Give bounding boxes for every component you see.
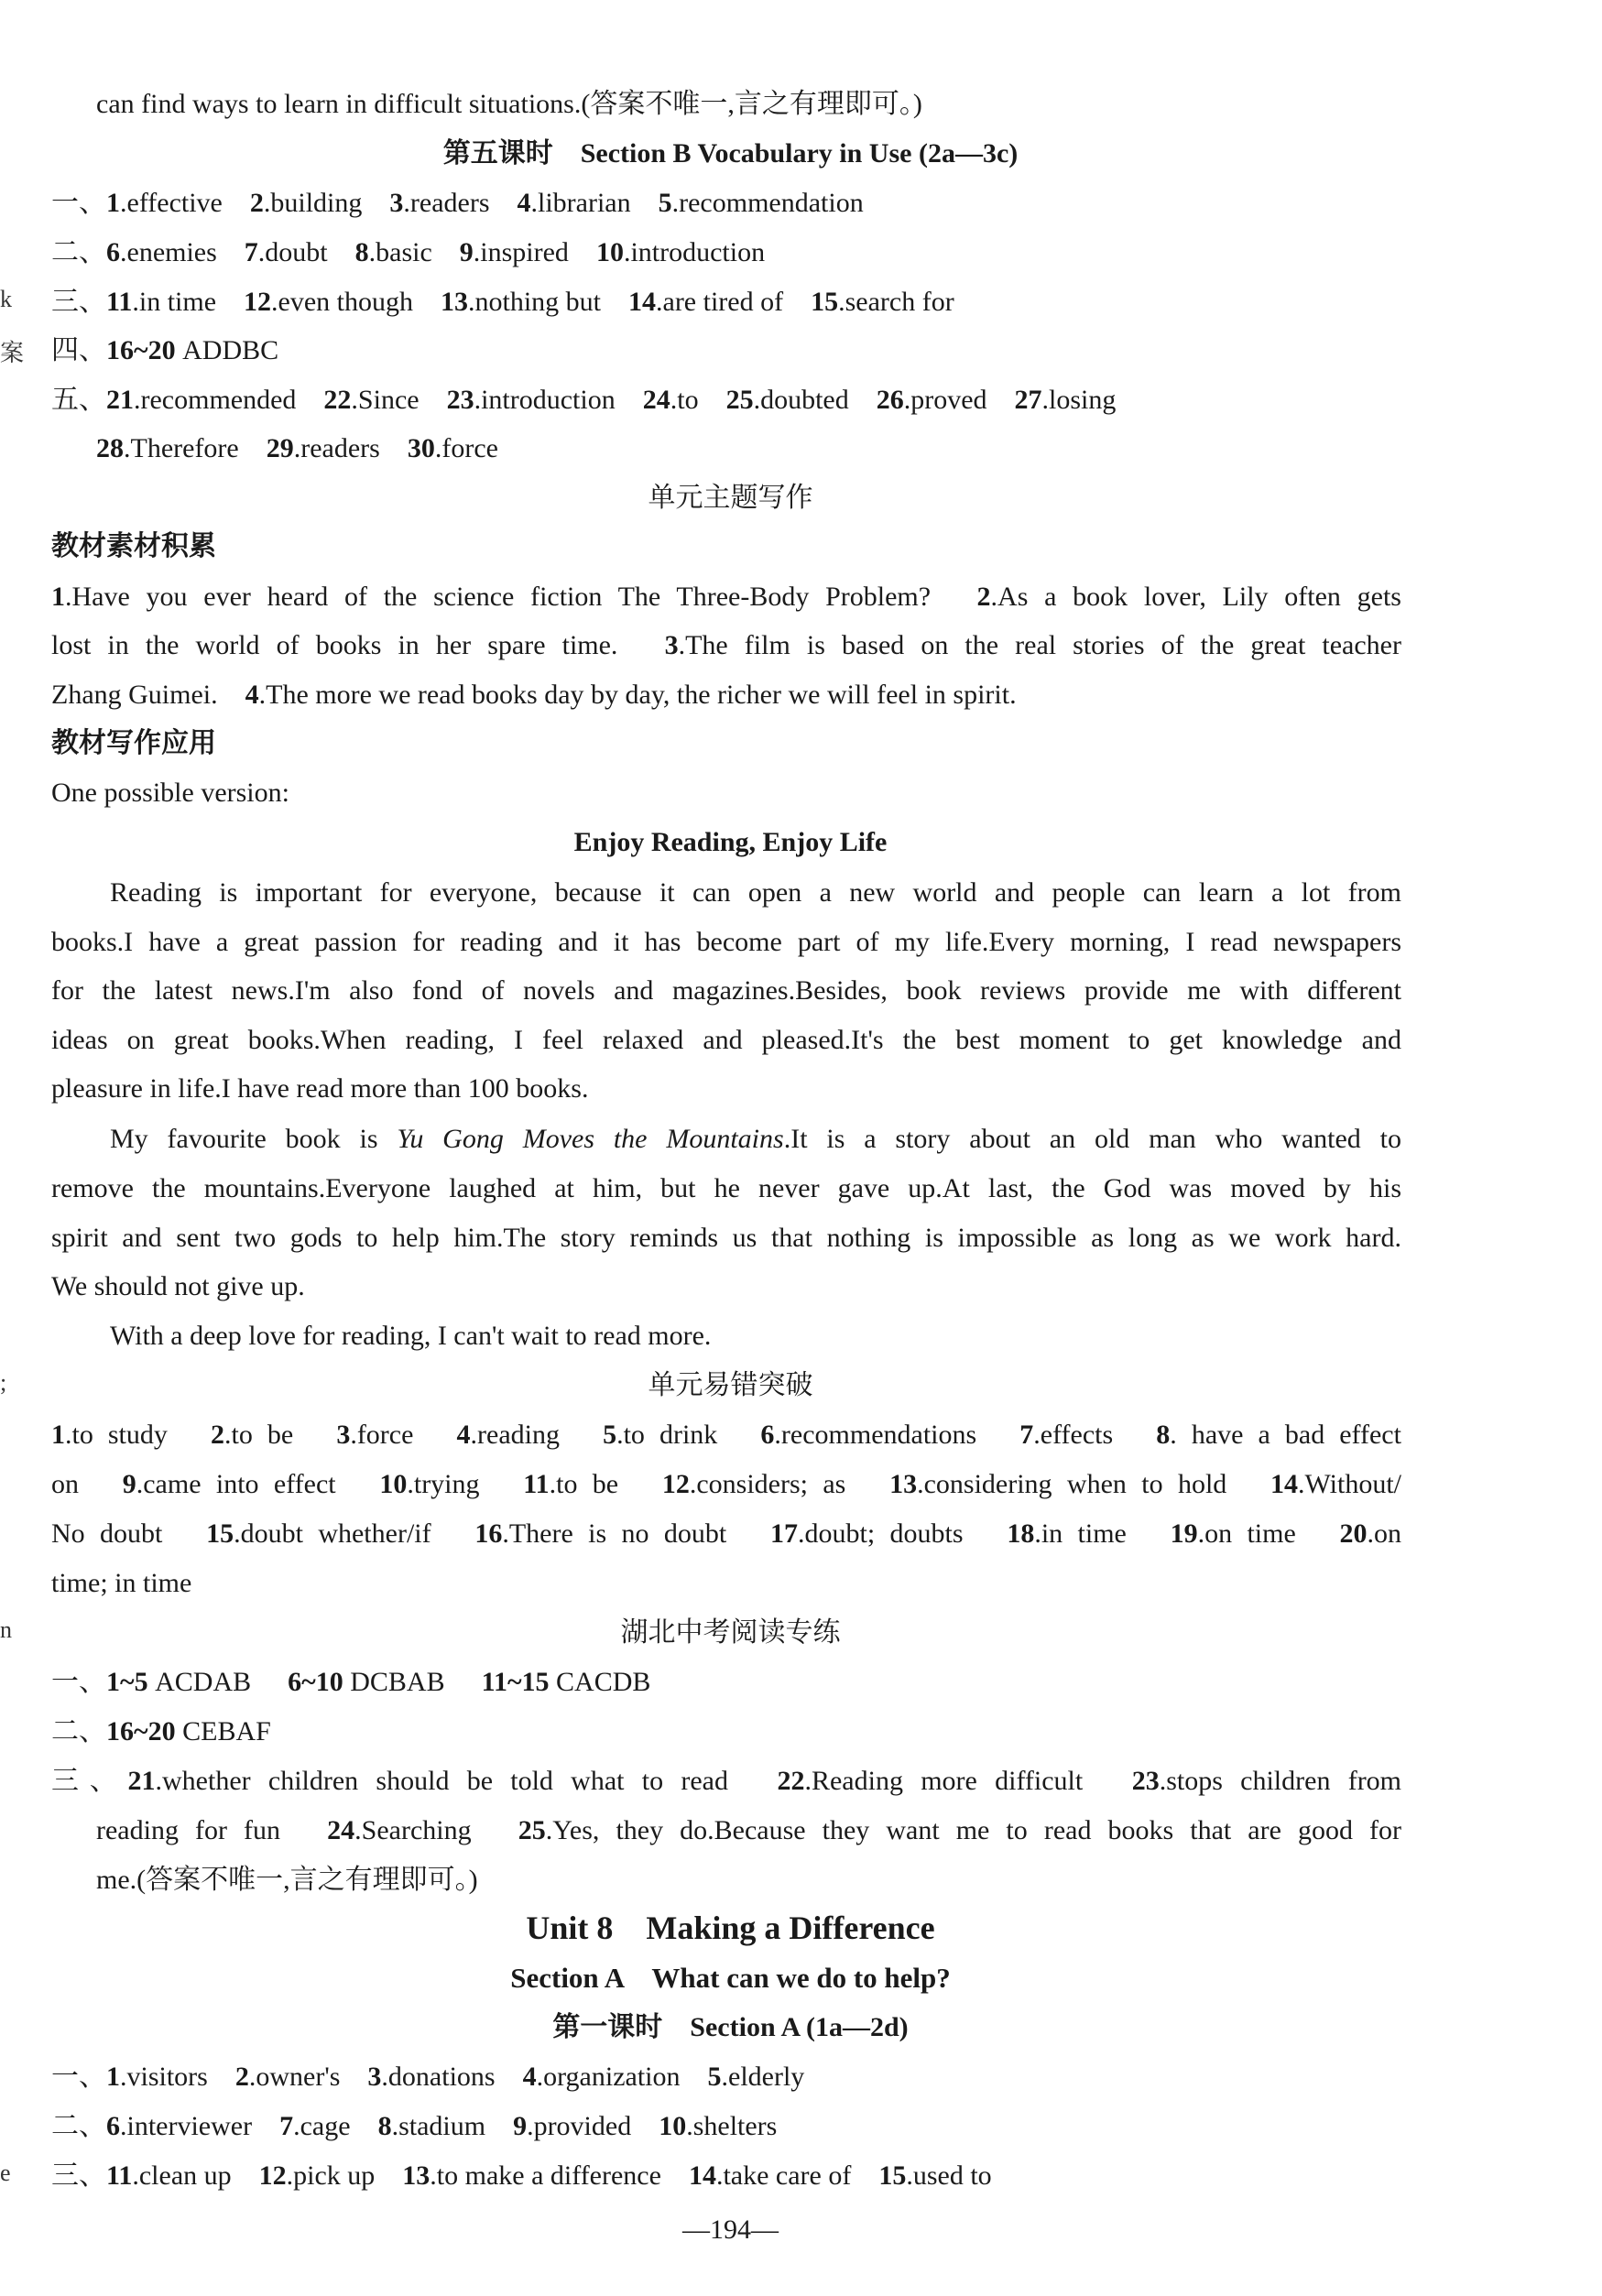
answer-item: 10.introduction — [595, 237, 766, 267]
reading-row-3: 三、21.whether children should be told what to read 22.Reading more difficult 23.stops children from — [51, 1766, 1402, 1796]
answer-row-3 — [51, 284, 954, 321]
answer-item: 10.shelters — [659, 2111, 778, 2141]
edge-mark: n — [0, 1616, 12, 1643]
lesson-heading: 第一课时 Section A (1a—2d) — [552, 2012, 909, 2042]
edge-mark: 案 — [0, 340, 25, 366]
answer-item: 9.provided — [513, 2111, 632, 2141]
answer-item: 7.doubt — [244, 237, 328, 267]
edge-mark: k — [0, 286, 12, 312]
answer-item: 14.are tired of — [628, 287, 784, 317]
essay-line: Reading is important for everyone, because it can open a new world and people can learn a lot from — [110, 877, 1401, 908]
answer-item: 2.building — [249, 188, 363, 218]
answer-item: 15.used to — [878, 2160, 992, 2191]
answer-item: 15.search for — [811, 287, 954, 317]
materials-line-1: 1.Have you ever heard of the science fiction The Three-Body Problem? 2.As a book lover, Lily often gets — [51, 582, 1401, 612]
essay-line: remove the mountains.Everyone laughed at him, but he never gave up.At last, the God was moved by his — [51, 1173, 1401, 1203]
answer-item: 二、6.interviewer — [51, 2111, 253, 2141]
answer-item: 13.to make a difference — [402, 2160, 661, 2191]
answer-item: 3.donations — [367, 2062, 496, 2092]
answer-item: 三、11.in time — [51, 287, 217, 317]
answer-row-1 — [51, 2059, 804, 2095]
subheading-writing: 教材写作应用 — [51, 727, 216, 759]
answer-item: 25.doubted — [725, 385, 849, 415]
lesson-heading: 第五课时 Section B Vocabulary in Use (2a—3c) — [442, 138, 1019, 169]
reading-row-1 — [51, 1664, 650, 1701]
answer-item: 26.proved — [876, 385, 987, 415]
answer-item: 9.inspired — [459, 237, 569, 267]
answer-item: 8.stadium — [377, 2111, 486, 2141]
answer-item: 29.readers — [266, 433, 380, 463]
answer-row-1 — [51, 185, 864, 222]
section-title: Section A What can we do to help? — [510, 1962, 951, 1994]
essay-line: We should not give up. — [51, 1271, 305, 1301]
answer-item: 6~10 DCBAB — [288, 1667, 445, 1697]
essay-line: ideas on great books.When reading, I feel relaxed and pleased.It's the best moment to get knowledge and — [51, 1025, 1401, 1055]
answer-item: 3.readers — [389, 188, 490, 218]
book-title: Yu Gong Moves the Mountains — [397, 1124, 784, 1154]
page-number: —194— — [682, 2214, 779, 2245]
essay-title: Enjoy Reading, Enjoy Life — [573, 827, 888, 857]
answer-row-5-cont — [96, 430, 498, 467]
answer-item: 4.librarian — [517, 188, 631, 218]
answer-item: 7.cage — [279, 2111, 351, 2141]
answer-item: 27.losing — [1014, 385, 1117, 415]
answer-item: 11~15 CACDB — [481, 1667, 651, 1697]
answer-item: 22.Since — [323, 385, 420, 415]
essay-line: spirit and sent two gods to help him.The story reminds us that nothing is impossible as long as we work hard. — [51, 1223, 1401, 1253]
essay-line — [110, 1121, 1401, 1158]
errors-line-3: No doubt 15.doubt whether/if 16.There is no doubt 17.doubt; doubts 18.in time 19.on time 20.on — [51, 1518, 1402, 1549]
answer-item: 4.organization — [522, 2062, 681, 2092]
reading-row-2: 二、16~20 CEBAF — [51, 1716, 271, 1746]
edge-mark: ; — [0, 1369, 7, 1396]
essay-line: pleasure in life.I have read more than 100 books. — [51, 1073, 589, 1104]
answer-row-4: 四、16~20 ADDBC — [51, 335, 279, 365]
answer-item: 三、11.clean up — [51, 2160, 232, 2191]
answer-row-2 — [51, 234, 765, 271]
answer-item: 13.nothing but — [440, 287, 601, 317]
answer-item: 一、1~5 ACDAB — [51, 1667, 252, 1697]
essay-line: With a deep love for reading, I can't wait to read more. — [110, 1321, 712, 1351]
answer-item: 14.take care of — [688, 2160, 852, 2191]
answer-row-3 — [51, 2158, 992, 2194]
answer-item: 5.elderly — [707, 2062, 805, 2092]
section-heading-writing: 单元主题写作 — [648, 482, 813, 514]
errors-line-1: 1.to study 2.to be 3.force 4.reading 5.to drink 6.recommendations 7.effects 8. have a bad effect — [51, 1420, 1401, 1450]
essay-fragment: .It is a story about an old man who wanted to — [783, 1124, 1401, 1154]
answer-item: 28.Therefore — [96, 433, 239, 463]
answer-item: 12.even though — [244, 287, 413, 317]
continuation-line: can find ways to learn in difficult situations.(答案不唯一,言之有理即可。) — [96, 89, 922, 119]
edge-mark: e — [0, 2160, 11, 2186]
answer-row-2 — [51, 2108, 777, 2145]
essay-line: for the latest news.I'm also fond of novels and magazines.Besides, book reviews provide me with different — [51, 975, 1401, 1006]
materials-line-3: Zhang Guimei. 4.The more we read books day by day, the richer we will feel in spirit. — [51, 680, 1017, 710]
answer-item: 12.pick up — [258, 2160, 376, 2191]
version-label: One possible version: — [51, 778, 289, 808]
subheading-materials: 教材素材积累 — [51, 530, 216, 562]
answer-item: 5.recommendation — [658, 188, 864, 218]
errors-line-4: time; in time — [51, 1568, 192, 1598]
answer-item: 五、21.recommended — [51, 385, 297, 415]
section-heading-errors: 单元易错突破 — [648, 1369, 813, 1401]
reading-row-3-cont: reading for fun 24.Searching 25.Yes, they do.Because they want me to read books that are good for — [96, 1815, 1401, 1845]
essay-fragment: My favourite book is — [110, 1124, 398, 1154]
answer-item: 一、1.visitors — [51, 2062, 208, 2092]
answer-item: 2.owner's — [234, 2062, 341, 2092]
answer-item: 一、1.effective — [51, 188, 223, 218]
answer-item: 30.force — [407, 433, 498, 463]
section-heading-reading: 湖北中考阅读专练 — [620, 1616, 841, 1649]
materials-line-2: lost in the world of books in her spare time. 3.The film is based on the real stories of the great teacher — [51, 630, 1401, 660]
essay-line: books.I have a great passion for reading and it has become part of my life.Every morning, I read newspapers — [51, 927, 1401, 957]
answer-item: 8.basic — [354, 237, 432, 267]
answer-item: 二、6.enemies — [51, 237, 217, 267]
answer-item: 24.to — [642, 385, 699, 415]
errors-line-2: on 9.came into effect 10.trying 11.to be 12.considers; as 13.considering when to hold 14.Without/ — [51, 1469, 1401, 1499]
answer-row-5 — [51, 382, 1116, 419]
unit-title: Unit 8 Making a Difference — [526, 1910, 935, 1946]
answer-item: 23.introduction — [446, 385, 616, 415]
reading-row-3-end: me.(答案不唯一,言之有理即可。) — [96, 1865, 478, 1895]
